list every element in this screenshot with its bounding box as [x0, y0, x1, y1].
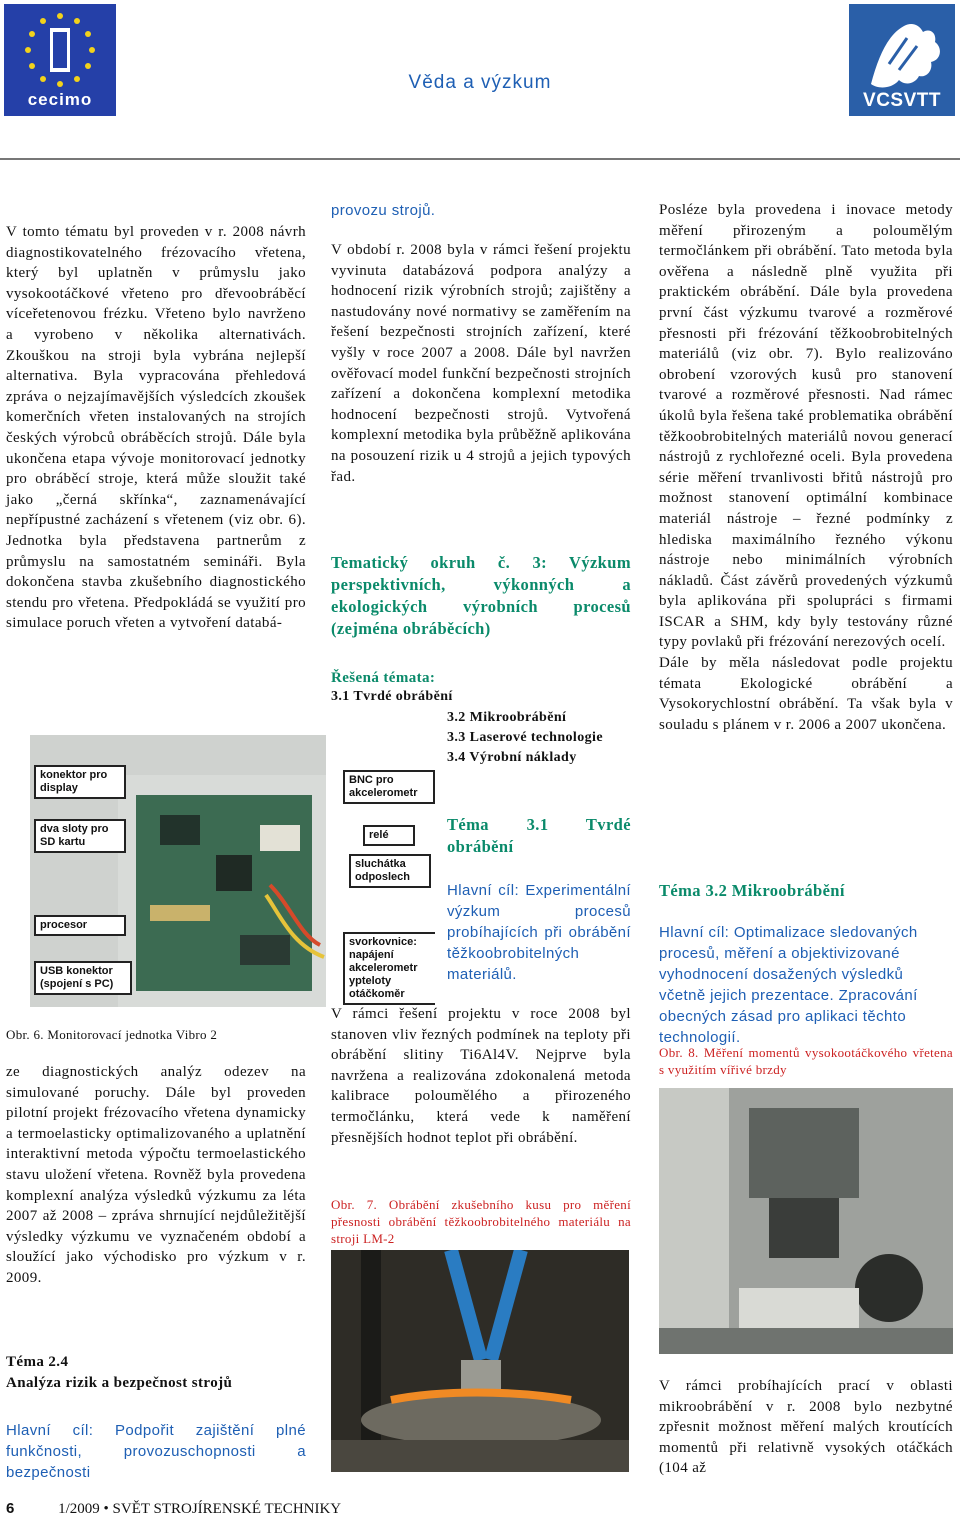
paragraph: V období r. 2008 byla v rámci řešení projektu vyvinuta databázová podpora analýzy a hodnocení rizik výrobních strojů; zajištěny a nastudovány nové normativy se zaměřením na řešení bezpečnosti strojních zařízení, které vyšly v roce 2007 a 2008. Dále byl navržen ověřovací model funkční bezpečnosti strojních zařízení a dokončena komplexní metodika hodnocení bezpečnosti strojů. Vytvořená komplexní metodika byla průběžně aplikována na posouzení rizik u 4 strojů a jejich typových řad. — [331, 242, 631, 485]
figure-6-label: relé — [363, 825, 415, 846]
figure-6-label: svorkovnice: napájení akcelerometr ypteloty otáčkoměr — [343, 932, 435, 1005]
tema-3-1-heading: Téma 3.1 Tvrdé obrábění — [447, 815, 631, 856]
figure-6-photo — [30, 735, 326, 1007]
column-1-continued — [6, 1062, 306, 1289]
topic-list-continued — [447, 708, 631, 768]
figure-6-label: sluchátka odposlech — [349, 854, 431, 888]
paragraph: ze diagnostických analýz odezev na simulované poruchy. Dále byl proveden pilotní projekt frézovacího vřetena dynamicky a termoelasticky optimalizovaného a uplatnění interaktivní metoda výpočtu termoelastického stavu uložení vřetena. Rovněž byla provedena komplexní analýza výsledků výzkumu za léta 2007 až 2008 – zpráva shrnující nejdůležitější výsledky výzkumu ve vyznačeném období a sloužící jako východisko pro výzkum v r. 2009. — [6, 1064, 306, 1286]
figure-6-caption: Obr. 6. Monitorovací jednotka Vibro 2 — [6, 1027, 218, 1042]
tema-3-2-goal: Hlavní cíl: Optimalizace sledovaných procesů, měření a objektivizované vyhodnocení dosažených výsledků včetně jejich prezentace. Zpracování obecných zásad pro aplikaci těchto technologií. — [659, 924, 918, 1046]
column-2-lead: provozu strojů. — [331, 202, 436, 219]
figure-6-label-panel — [333, 730, 435, 1010]
figure-6-label: BNC pro akcelerometr — [343, 770, 435, 804]
figure-6-label: USB konektor (spojení s PC) — [34, 961, 132, 995]
cecimo-wordmark: cecimo — [27, 90, 93, 109]
column-1-intro — [6, 222, 306, 634]
figure-7-caption: Obr. 7. Obrábění zkušebního kusu pro měření přesnosti obrábění těžkoobrobitelného materiálu na stroji LM-2 — [331, 1197, 631, 1246]
resena-label: Řešená témata: — [331, 670, 436, 686]
figure-6-label: dva sloty pro SD kartu — [34, 819, 126, 853]
column-2-body-2 — [331, 1004, 631, 1148]
header-divider — [0, 158, 960, 160]
topic-3-3: 3.3 Laserové technologie — [447, 730, 603, 745]
vcsvtt-wordmark: VCSVTT — [863, 90, 941, 111]
section-title: Věda a výzkum — [408, 72, 552, 93]
paragraph: Posléze byla provedena i inovace metody měření přirozeným a poloumělým termočlánkem při obrábění. Tato metoda byla ověřena a následně plně využita při praktickém obrábění. Dále byla provedena první část výzkumu tvarové a rozměrové přesnosti při frézování těžkoobrobitelných materiálů (viz obr. 7). Bylo realizováno obrobení vzorových kusů pro stanovení tvarové a rozměrové přesnosti. Nad rámec úkolů byla řešena také problematika obrábění těžkoobrobitelných materiálů novou generací nástrojů z rychlořezné oceli. Byla provedena série měření trvanlivosti břitů nástrojů pro možnost stanovení optimální kombinace materiál nástroje – řezné podmínky z hlediska maximálního řezného výkonu nástroje nebo minimálních výrobních nákladů. Část závěrů provedených výzkumů byla aplikována při spolupráci s firmami ISCAR a SHM, kdy byly testovány různé typy povlaků při frézování nerezových ocelí. — [659, 202, 953, 651]
topic-3-1: 3.1 Tvrdé obrábění — [331, 689, 453, 704]
figure-8-photo — [659, 1088, 953, 1354]
cecimo-logo — [4, 4, 116, 116]
column-3-body-2 — [659, 1376, 953, 1479]
topic-3-2: 3.2 Mikroobrábění — [447, 710, 567, 725]
page-number: 6 — [6, 1500, 15, 1517]
figure-6-label: konektor pro display — [34, 765, 126, 799]
paragraph: V tomto tématu byl proveden v r. 2008 návrh diagnostikovatelného frézovacího vřetena, který byl uplatněn v průmyslu jako vysokootáčkové vřeteno pro dřevoobráběcí víceřetenovou frézku. Vřeteno bylo navrženo a vyrobeno v několika alternativách. Zkouškou na stroji byla vybrána nejlepší alternativa. Byla vypracována přehledová zpráva o nejzajímavějších výsledcích zkoušek komerčních vřeten instalovaných na strojích českých výrobců obráběcích strojů. Dále byla ukončena etapa vývoje monitorovací jednotky pro obráběcí stroje, která může sloužit také jako „černá skřínka“, zaznamenávající nepřípustné zacházení s vřetenem (viz obr. 6). Jednotka byla představena partnerům z průmyslu na samostatném semináři. Byla dokončena stavba zkušebního diagnostického stendu pro vřetena. Předpokládá se využití pro simulace poruch vřeten a vytvoření databá- — [6, 224, 306, 632]
resena-temata — [331, 668, 631, 706]
paragraph: Dále by měla následovat podle projektu témata Ekologické obrábění a Vysokorychlostní obrábění. Ta však byla v souladu s plánem v r. 2006 a 2007 ukončena. — [659, 655, 953, 733]
tema-3-1-goal: Hlavní cíl: Experimentální výzkum procesů probíhajících při obrábění těžkoobrobitelných materiálů. — [447, 882, 631, 983]
paragraph: V rámci řešení projektu v roce 2008 byl stanoven vliv řezných podmínek na teploty při obrábění slitiny Ti6Al4V. Nejprve byla navržena a realizována zdokonalená metoda kalibrace poloumělého a přirozeného termočlánku, která vede k naměření přesnějších hodnot teplot při obrábění. — [331, 1006, 631, 1146]
tema-2-4-goal: Hlavní cíl: Podpořit zajištění plné funkčnosti, provozuschopnosti a bezpečnosti — [6, 1422, 306, 1481]
tema-label: Téma 2.4 — [6, 1354, 69, 1370]
tema-2-4-heading — [6, 1352, 306, 1393]
issue-label: 1/2009 • SVĚT STROJÍRENSKÉ TECHNIKY — [58, 1501, 342, 1517]
tema-title: Analýza rizik a bezpečnost strojů — [6, 1374, 233, 1391]
column-3-body — [659, 200, 953, 735]
tema-3-2-heading: Téma 3.2 Mikroobrábění — [659, 881, 845, 900]
vcsvtt-logo — [849, 4, 955, 116]
paragraph: V rámci probíhajících prací v oblasti mikroobrábění v r. 2008 bylo nezbytné zpřesnit možnost měření malých kroutících momentů při relativně vysokých otáčkách (104 až — [659, 1378, 953, 1477]
column-2-body — [331, 240, 631, 487]
figure-8-caption: Obr. 8. Měření momentů vysokootáčkového vřetena s využitím vířivé brzdy — [659, 1045, 953, 1077]
figure-6-label: procesor — [34, 915, 126, 936]
topic-3-4: 3.4 Výrobní náklady — [447, 750, 577, 765]
tematicky-okruh-heading: Tematický okruh č. 3: Výzkum perspektivních, výkonných a ekologických výrobních procesů (zejména obráběcích) — [331, 553, 631, 638]
figure-7-photo — [331, 1250, 629, 1472]
page-footer — [6, 1500, 341, 1518]
